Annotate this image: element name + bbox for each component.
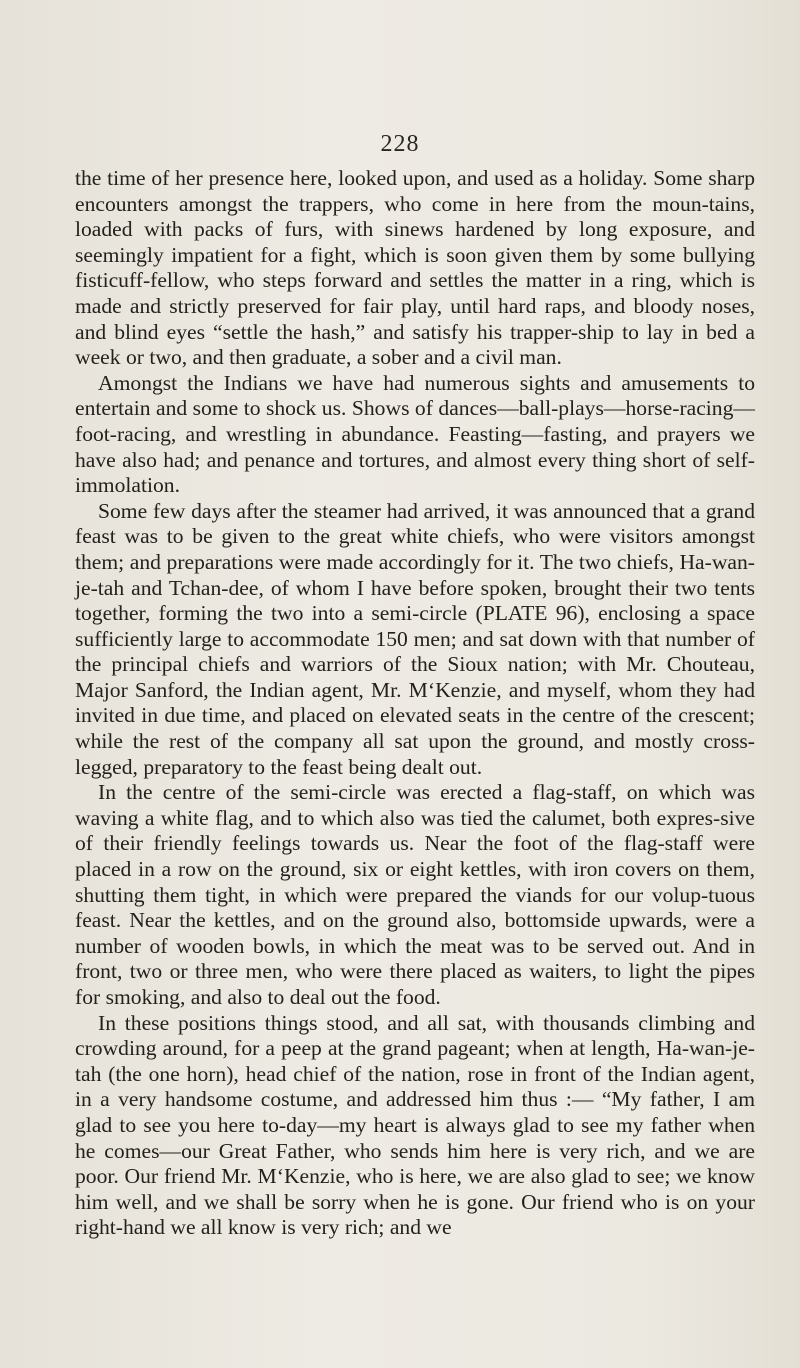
page-number: 228 (380, 131, 420, 157)
paragraph-3: Some few days after the steamer had arrived, it was announced that a grand feast was to be given to the great white chiefs, who were visitors amongst them; and preparations were made accordingly for it. The two chiefs, Ha-wan-je-tah and Tchan-dee, of whom I have before spoken, brought their two tents together, forming the two into a semi-circle (PLATE 96), enclosing a space sufficiently large to accommodate 150 men; and sat down with that number of the principal chiefs and warriors of the Sioux nation; with Mr. Chouteau, Major Sanford, the Indian agent, Mr. M‘Kenzie, and myself, whom they had invited in due time, and placed on elevated seats in the centre of the crescent; while the rest of the company all sat upon the ground, and mostly cross-legged, preparatory to the feast being dealt out. (75, 498, 755, 779)
paragraph-5: In these positions things stood, and all sat, with thousands climbing and crowding around, for a peep at the grand pageant; when at length, Ha-wan-je-tah (the one horn), head chief of the nation, rose in front of the Indian agent, in a very handsome costume, and addressed him thus :— “My father, I am glad to see you here to-day—my heart is always glad to see my father when he comes—our Great Father, who sends him here is very rich, and we are poor. Our friend Mr. M‘Kenzie, who is here, we are also glad to see; we know him well, and we shall be sorry when he is gone. Our friend who is on your right-hand we all know is very rich; and we (75, 1010, 755, 1240)
paragraph-1: the time of her presence here, looked upon, and used as a holiday. Some sharp encounters amongst the trappers, who come in here from the moun-tains, loaded with packs of furs, with sinews hardened by long exposure, and seemingly impatient for a fight, which is soon given them by some bullying fisticuff-fellow, who steps forward and settles the matter in a ring, which is made and strictly preserved for fair play, until hard raps, and bloody noses, and blind eyes “settle the hash,” and satisfy his trapper-ship to lay in bed a week or two, and then graduate, a sober and a civil man. (75, 166, 755, 370)
paragraph-2: Amongst the Indians we have had numerous sights and amusements to entertain and some to shock us. Shows of dances—ball-plays—horse-racing—foot-racing, and wrestling in abundance. Feasting—fasting, and prayers we have also had; and penance and tortures, and almost every thing short of self-immolation. (75, 370, 755, 498)
paragraph-4: In the centre of the semi-circle was erected a flag-staff, on which was waving a white flag, and to which also was tied the calumet, both expres-sive of their friendly feelings towards us. Near the foot of the flag-staff were placed in a row on the ground, six or eight kettles, with iron covers on them, shutting them tight, in which were prepared the viands for our volup-tuous feast. Near the kettles, and on the ground also, bottomside upwards, were a number of wooden bowls, in which the meat was to be served out. And in front, two or three men, who were there placed as waiters, to light the pipes for smoking, and also to deal out the food. (75, 780, 755, 1009)
body-text (75, 166, 755, 1241)
